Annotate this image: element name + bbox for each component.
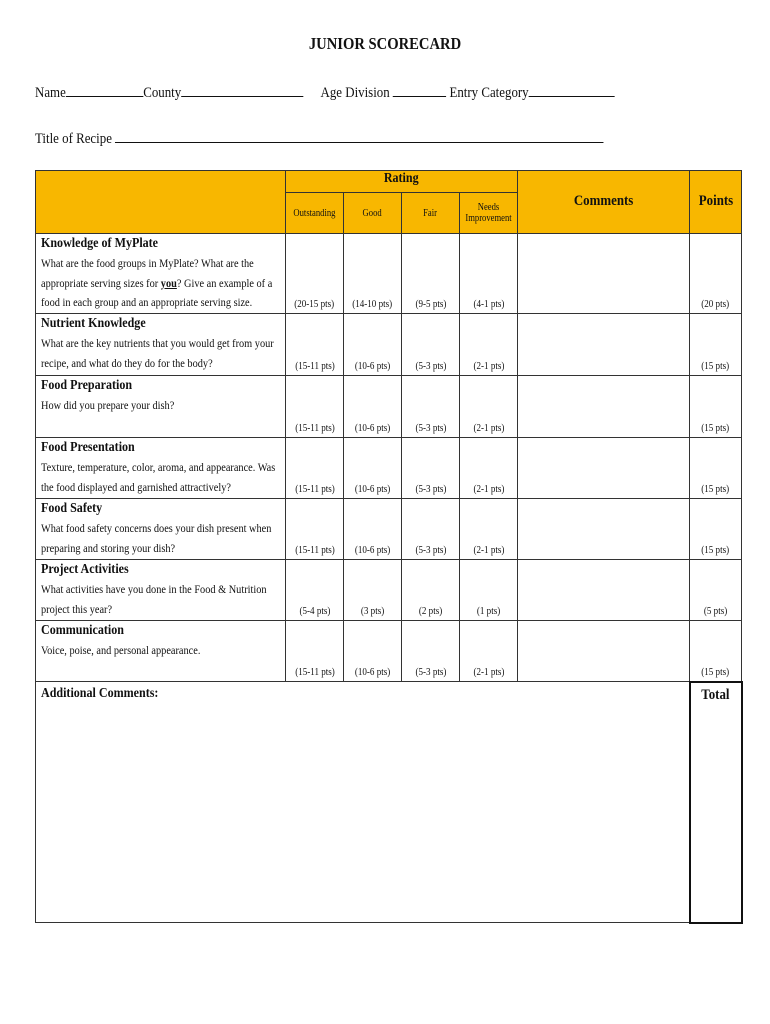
rating-cell-0[interactable]: (15-11 pts) [286,314,344,376]
comments-cell[interactable] [518,314,690,376]
entry-category-field[interactable] [529,82,615,97]
criterion-name: Food Presentation [41,440,135,455]
age-division-field[interactable] [393,82,446,97]
rating-cell-1[interactable]: (3 pts) [344,560,402,621]
name-label: Name [35,85,66,101]
comments-cell[interactable] [518,438,690,499]
name-field[interactable] [66,82,143,97]
comments-cell[interactable] [518,499,690,560]
criterion-cell [36,560,286,621]
rating-header: Rating [286,171,518,193]
title-of-recipe-field[interactable] [115,128,603,143]
points-cell[interactable]: (15 pts) [690,621,742,682]
rating-cell-2[interactable]: (9-5 pts) [402,234,460,314]
header-line-2 [35,128,604,148]
comments-cell[interactable] [518,621,690,682]
title-of-recipe-label: Title of Recipe [35,131,112,147]
rating-cell-0[interactable]: (15-11 pts) [286,621,344,682]
rating-cell-3[interactable]: (2-1 pts) [460,621,518,682]
county-field[interactable] [181,82,303,97]
criterion-cell [36,621,286,682]
points-cell[interactable]: (5 pts) [690,560,742,621]
points-header: Points [690,171,742,234]
criterion-name: Communication [41,623,124,638]
rating-cell-2[interactable]: (5-3 pts) [402,621,460,682]
criterion-question: What activities have you done in the Food & Nutrition project this year? [41,582,267,616]
rating-cell-0[interactable]: (20-15 pts) [286,234,344,314]
rating-cell-0[interactable]: (15-11 pts) [286,499,344,560]
rating-cell-2[interactable]: (5-3 pts) [402,376,460,438]
rating-cell-2[interactable]: (2 pts) [402,560,460,621]
rating-cell-1[interactable]: (10-6 pts) [344,438,402,499]
rating-cell-3[interactable]: (2-1 pts) [460,376,518,438]
total-cell[interactable] [690,682,742,923]
entry-category-label: Entry Category [449,85,529,101]
criterion-row [36,560,742,621]
rating-column-2: Fair [402,193,460,234]
rating-column-3: Needs Improvement [460,193,518,234]
points-cell[interactable]: (15 pts) [690,314,742,376]
criterion-question: Voice, poise, and personal appearance. [41,643,201,657]
header-criteria-cell [36,171,286,234]
criterion-name: Food Safety [41,501,103,516]
criterion-question: How did you prepare your dish? [41,398,175,412]
criterion-row [36,234,742,314]
rating-cell-1[interactable]: (10-6 pts) [344,376,402,438]
rating-cell-3[interactable]: (1 pts) [460,560,518,621]
question-emphasis: you [160,275,177,290]
rating-column-0: Outstanding [286,193,344,234]
additional-comments-cell[interactable] [36,682,690,923]
criterion-question: Texture, temperature, color, aroma, and appearance. Was the food displayed and garnished attractively? [41,460,276,494]
rating-cell-1[interactable]: (10-6 pts) [344,499,402,560]
rating-cell-2[interactable]: (5-3 pts) [402,499,460,560]
age-division-label: Age Division [320,85,390,101]
rating-cell-0[interactable]: (15-11 pts) [286,376,344,438]
criterion-row [36,438,742,499]
criterion-cell [36,499,286,560]
criterion-name: Project Activities [41,562,129,577]
rating-column-1: Good [344,193,402,234]
county-label: County [143,85,182,101]
criterion-name: Food Preparation [41,378,133,393]
criterion-cell [36,438,286,499]
criterion-row [36,621,742,682]
comments-cell[interactable] [518,376,690,438]
points-cell[interactable]: (15 pts) [690,376,742,438]
criterion-question: What are the food groups in MyPlate? What are the appropriate serving sizes for you? Give an example of a food in each group and an appropriate serving size. [41,256,273,309]
header-line-1 [35,82,615,102]
criterion-row [36,314,742,376]
rating-cell-3[interactable]: (2-1 pts) [460,499,518,560]
rating-cell-0[interactable]: (5-4 pts) [286,560,344,621]
criterion-row [36,376,742,438]
criterion-cell [36,376,286,438]
rating-cell-1[interactable]: (10-6 pts) [344,621,402,682]
criterion-cell [36,314,286,376]
rating-cell-1[interactable]: (10-6 pts) [344,314,402,376]
rating-cell-2[interactable]: (5-3 pts) [402,314,460,376]
additional-comments-label: Additional Comments: [41,686,159,701]
points-cell[interactable]: (15 pts) [690,499,742,560]
criterion-name: Knowledge of MyPlate [41,236,159,251]
rating-cell-3[interactable]: (2-1 pts) [460,438,518,499]
scorecard-table [35,170,743,924]
rating-cell-2[interactable]: (5-3 pts) [402,438,460,499]
comments-header: Comments [518,171,690,234]
criterion-cell [36,234,286,314]
criterion-row [36,499,742,560]
total-label: Total [701,686,730,703]
criterion-question: What are the key nutrients that you would get from your recipe, and what do they do for the body? [41,336,274,370]
rating-cell-3[interactable]: (2-1 pts) [460,314,518,376]
rating-cell-0[interactable]: (15-11 pts) [286,438,344,499]
rating-cell-1[interactable]: (14-10 pts) [344,234,402,314]
points-cell[interactable]: (20 pts) [690,234,742,314]
comments-cell[interactable] [518,560,690,621]
criterion-question: What food safety concerns does your dish present when preparing and storing your dish? [41,521,272,555]
points-cell[interactable]: (15 pts) [690,438,742,499]
comments-cell[interactable] [518,234,690,314]
rating-cell-3[interactable]: (4-1 pts) [460,234,518,314]
criterion-name: Nutrient Knowledge [41,316,146,331]
page-title: JUNIOR SCORECARD [308,34,462,53]
